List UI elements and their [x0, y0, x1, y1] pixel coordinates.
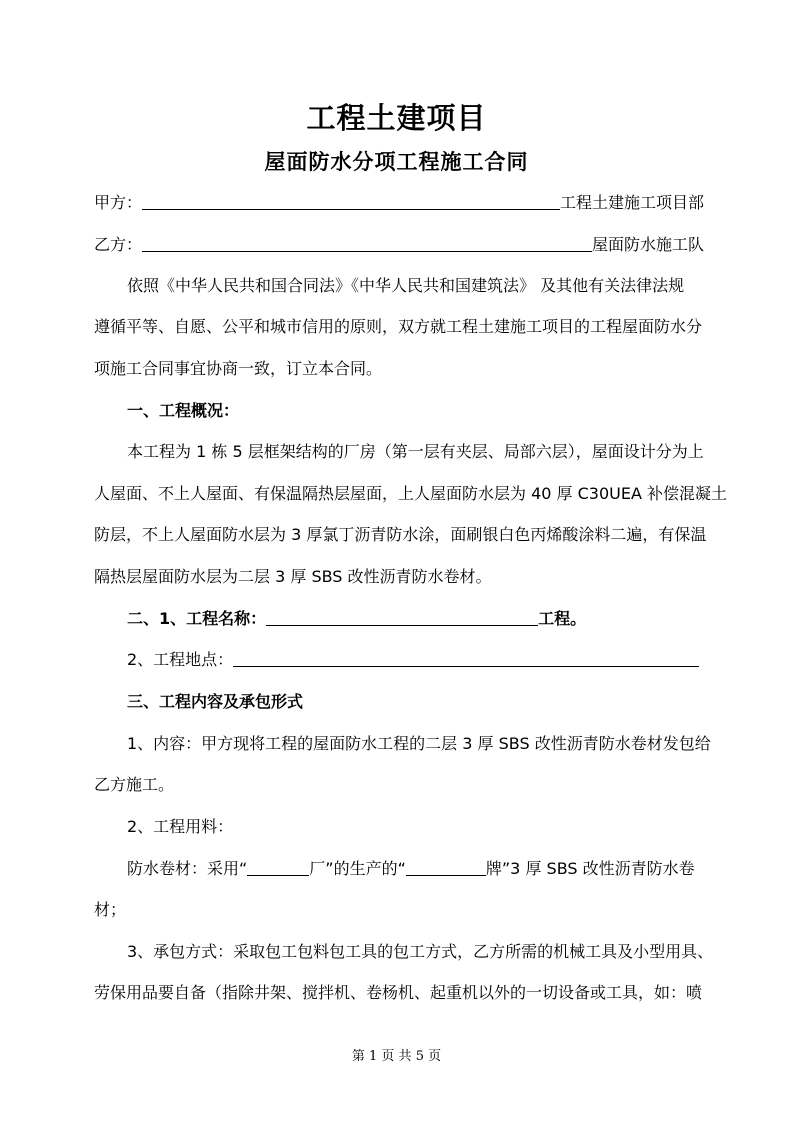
section-3-heading: 三、工程内容及承包形式	[127, 692, 304, 711]
material-part-3: 牌”3 厚 SBS 改性沥青防水卷	[485, 859, 695, 878]
section-1-heading: 一、工程概况：	[127, 401, 240, 420]
party-a-blank	[142, 195, 560, 210]
party-a-line	[94, 190, 704, 213]
section-1-line-3: 防层，不上人屋面防水层为 3 厚氯丁沥青防水涂，面刷银白色丙烯酸涂料二遍，有保温	[94, 525, 707, 544]
document-subtitle: 屋面防水分项工程施工合同	[264, 149, 529, 174]
party-b-value: 屋面防水施工队	[592, 235, 705, 254]
material-part-1: 防水卷材：采用“	[127, 859, 248, 878]
section-1-line-2: 人屋面、不上人屋面、有保温隔热层屋面，上人屋面防水层为 40 厚 C30UEA 补偿混凝土	[94, 484, 728, 503]
intro-line-3: 项施工合同事宜协商一致，订立本合同。	[94, 359, 383, 378]
section-1-line-4: 隔热层屋面防水层为二层 3 厚 SBS 改性沥青防水卷材。	[94, 567, 492, 586]
party-a-value: 工程土建施工项目部	[560, 193, 705, 212]
material-part-2: 厂”的生产的“	[309, 859, 406, 878]
intro-line-1: 依照《中华人民共和国合同法》《中华人民共和国建筑法》 及其他有关法律法规	[127, 276, 685, 295]
brand-blank	[406, 861, 486, 876]
project-name-line	[127, 606, 586, 629]
project-site-line	[127, 647, 699, 670]
party-b-line	[94, 232, 704, 255]
material-line-1	[127, 856, 695, 879]
party-b-label: 乙方：	[94, 235, 143, 254]
page-footer: 第 1 页 共 5 页	[351, 1049, 442, 1064]
content-line-1: 1、内容：甲方现将工程的屋面防水工程的二层 3 厚 SBS 改性沥青防水卷材发包给	[127, 734, 711, 753]
project-name-suffix: 工程。	[538, 609, 587, 628]
project-name-blank	[266, 611, 538, 626]
material-label: 2、工程用料：	[127, 817, 234, 836]
project-name-label: 二、1、工程名称：	[127, 609, 267, 628]
intro-line-2: 遵循平等、自愿、公平和城市信用的原则，双方就工程土建施工项目的工程屋面防水分	[94, 317, 703, 336]
contract-line-2: 劳保用品要自备（指除井架、搅拌机、卷杨机、起重机以外的一切设备或工具，如：喷	[94, 983, 703, 1002]
project-site-blank	[233, 652, 699, 667]
material-line-2: 材；	[94, 900, 127, 919]
factory-blank	[247, 861, 309, 876]
content-line-2: 乙方施工。	[94, 775, 175, 794]
document-title: 工程土建项目	[306, 101, 487, 135]
project-site-label: 2、工程地点：	[127, 650, 234, 669]
party-a-label: 甲方：	[94, 193, 143, 212]
contract-line-1: 3、承包方式：采取包工包料包工具的包工方式，乙方所需的机械工具及小型用具、	[127, 942, 714, 961]
party-b-blank	[142, 237, 592, 252]
section-1-line-1: 本工程为 1 栋 5 层框架结构的厂房（第一层有夹层、局部六层），屋面设计分为上	[127, 442, 704, 461]
